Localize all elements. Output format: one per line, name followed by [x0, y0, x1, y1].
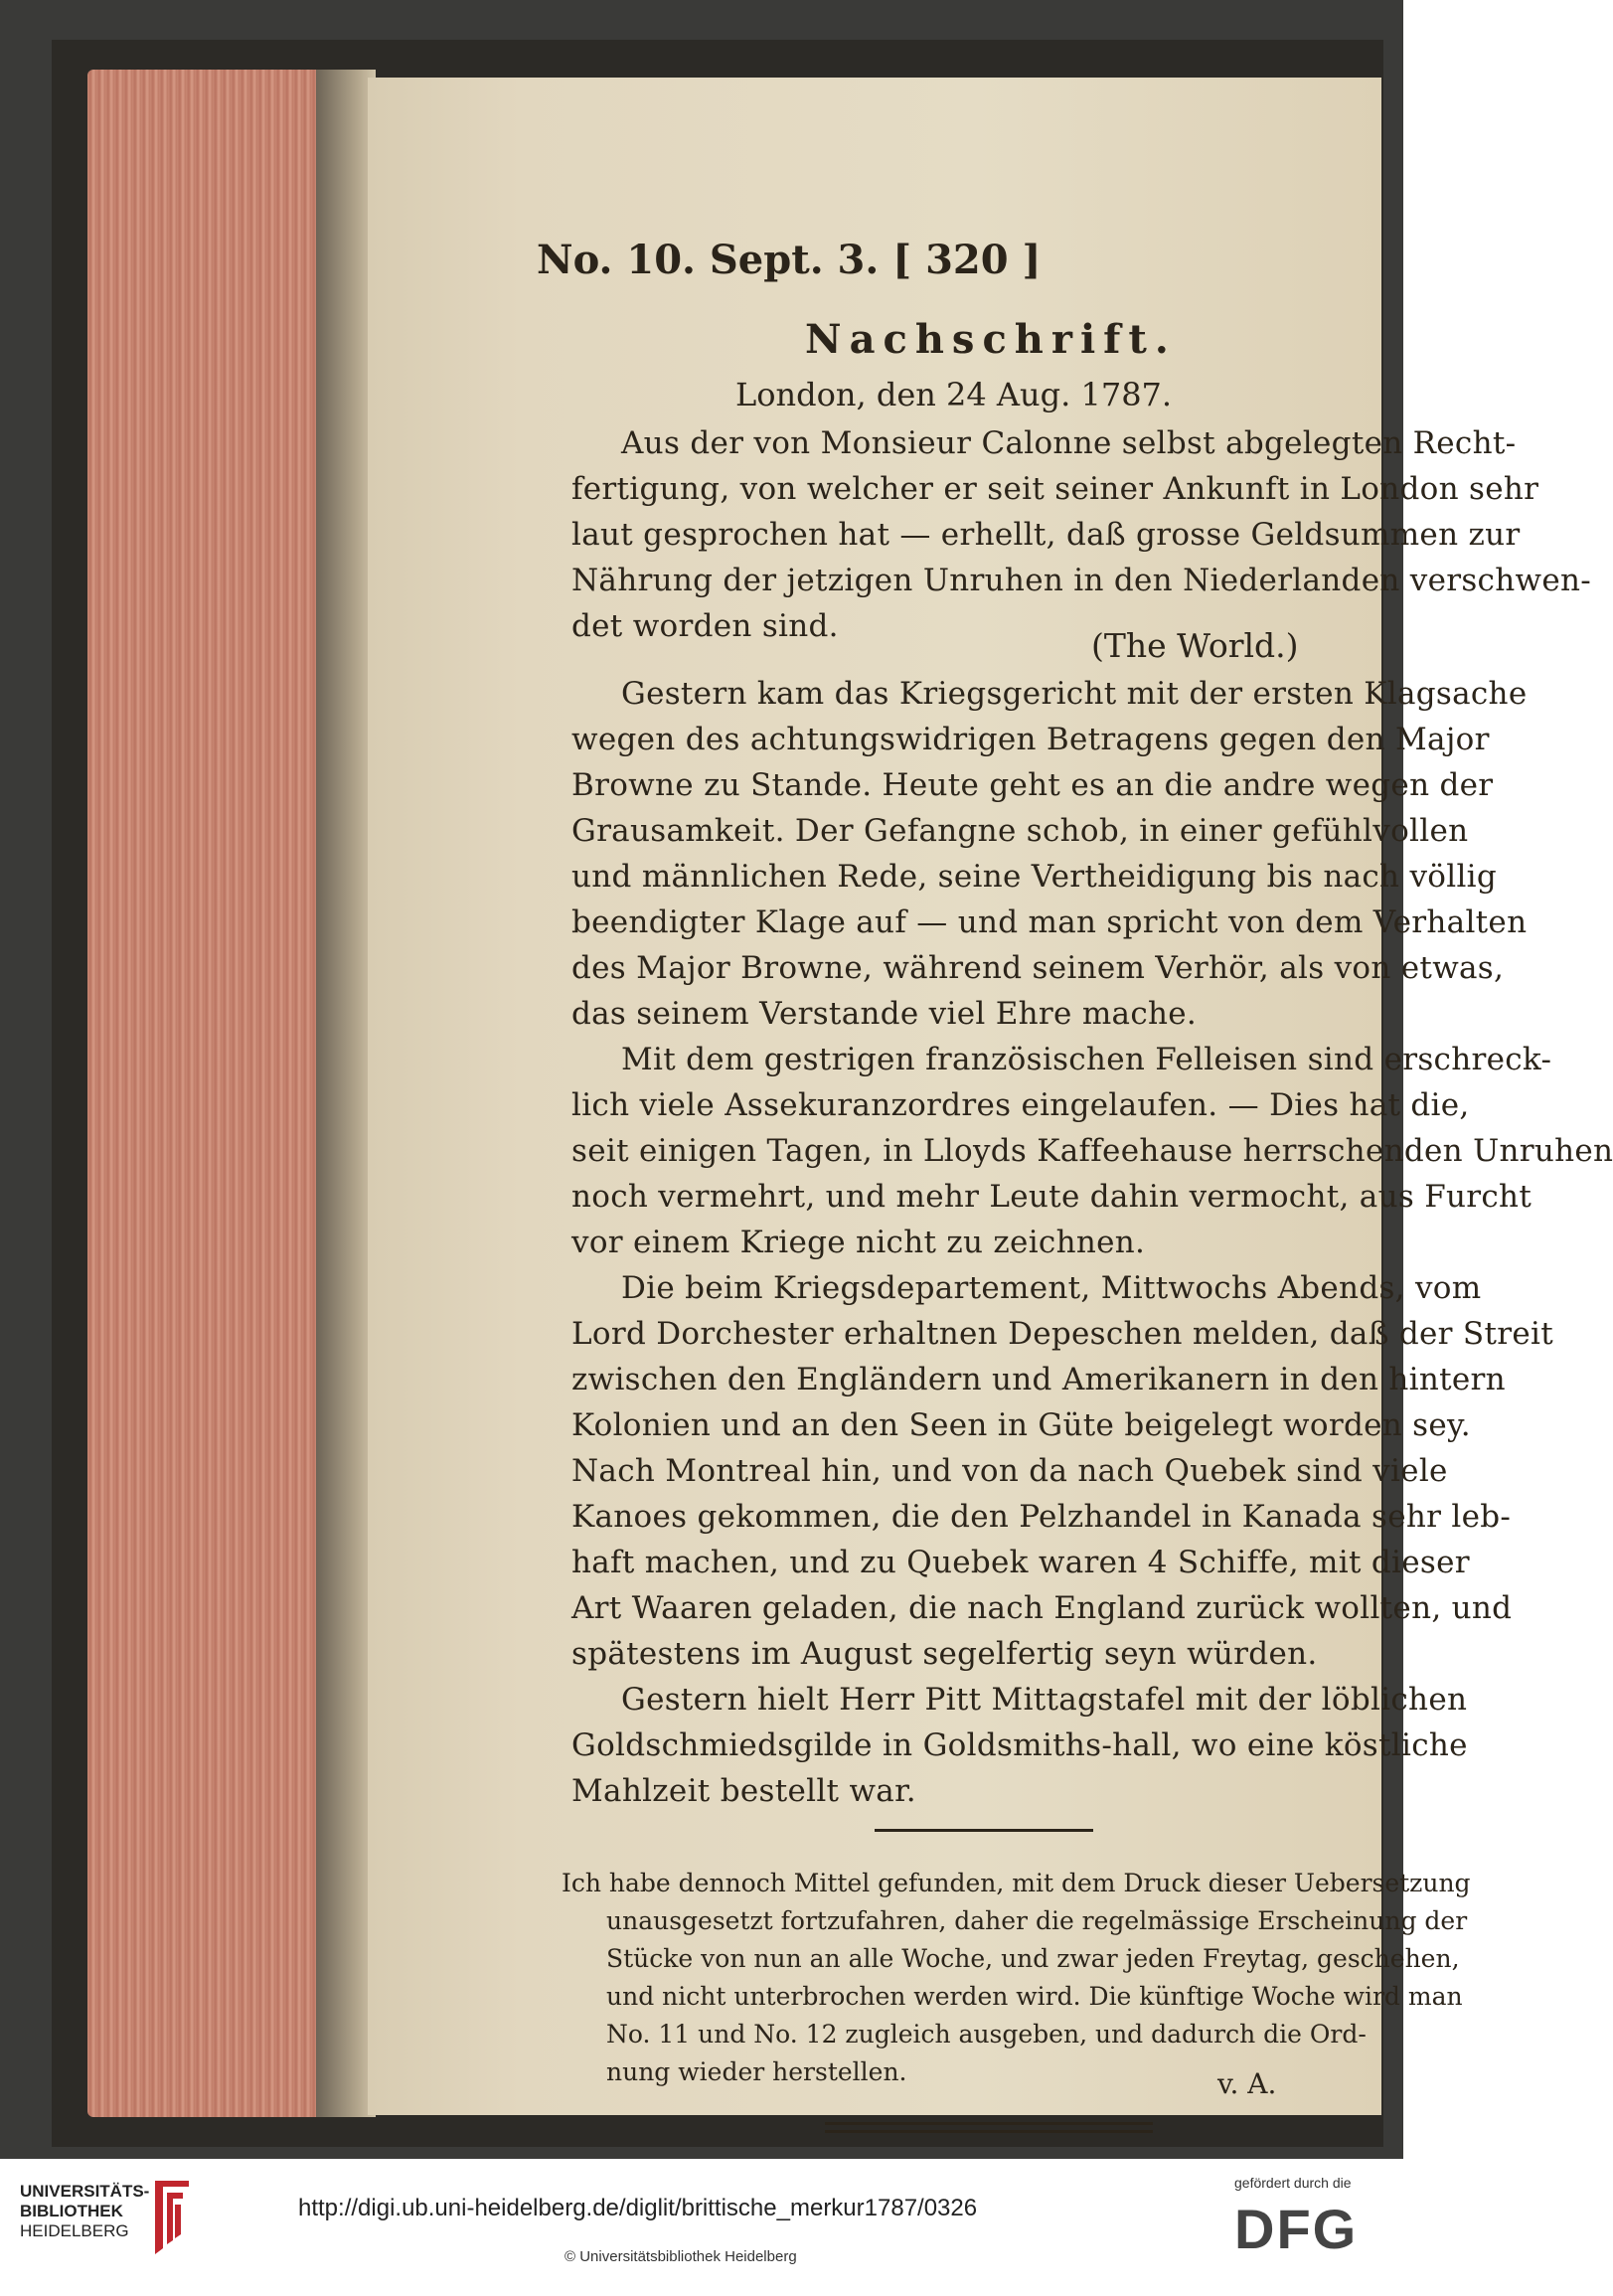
viewer-footer [0, 2159, 1403, 2296]
library-name-line1: UNIVERSITÄTS- [20, 2182, 150, 2201]
section-divider [875, 1829, 1093, 1832]
text-line: Lord Dorchester erhaltnen Depeschen melden, daß der Streit [571, 1316, 1553, 1352]
text-line: Mahlzeit bestellt war. [571, 1773, 916, 1809]
text-line: Aus der von Monsieur Calonne selbst abgelegten Recht- [621, 425, 1517, 461]
end-rule-lower [825, 2130, 1153, 2133]
note-line: unausgesetzt fortzufahren, daher die regelmässige Erscheinung der [606, 1906, 1468, 1935]
text-line: Grausamkeit. Der Gefangne schob, in einer gefühlvollen [571, 813, 1469, 849]
text-line: laut gesprochen hat — erhellt, daß grosse Geldsummen zur [571, 517, 1521, 553]
permalink-url[interactable]: http://digi.ub.uni-heidelberg.de/diglit/brittische_merkur1787/0326 [298, 2195, 978, 2221]
library-logo-icon [149, 2177, 197, 2258]
text-line: Browne zu Stande. Heute geht es an die andre wegen der [571, 767, 1494, 803]
running-head: No. 10. Sept. 3. [ 320 ] [537, 237, 1042, 283]
text-line: fertigung, von welcher er seit seiner Ankunft in London sehr [571, 471, 1539, 507]
note-line: Ich habe dennoch Mittel gefunden, mit dem Druck dieser Uebersetzung [562, 1869, 1471, 1897]
text-line: wegen des achtungswidrigen Betragens gegen den Major [571, 722, 1490, 757]
text-line: seit einigen Tagen, in Lloyds Kaffeehause herrschenden Unruhen [571, 1133, 1613, 1169]
note-line: nung wieder herstellen. [606, 2057, 907, 2086]
page-edge [87, 70, 336, 2117]
library-name-line3: HEIDELBERG [20, 2221, 129, 2240]
text-line: Mit dem gestrigen französischen Felleisen sind erschreck- [621, 1042, 1552, 1077]
text-line: des Major Browne, während seinem Verhör, als von etwas, [571, 950, 1505, 986]
text-line: Kolonien und an den Seen in Güte beigelegt worden sey. [571, 1407, 1471, 1443]
dateline: London, den 24 Aug. 1787. [735, 376, 1173, 413]
text-line: Gestern hielt Herr Pitt Mittagstafel mit der löblichen [621, 1682, 1468, 1718]
note-line: No. 11 und No. 12 zugleich ausgeben, und dadurch die Ord- [606, 2020, 1367, 2049]
source-attribution: (The World.) [1091, 626, 1299, 665]
text-line: und männlichen Rede, seine Vertheidigung bis nach völlig [571, 859, 1498, 895]
note-line: und nicht unterbrochen werden wird. Die künftige Woche wird man [606, 1982, 1463, 2011]
note-line: Stücke von nun an alle Woche, und zwar jeden Freytag, geschehen, [606, 1944, 1460, 1973]
text-line: Gestern kam das Kriegsgericht mit der ersten Klagsache [621, 676, 1528, 712]
text-line: Kanoes gekommen, die den Pelzhandel in Kanada sehr leb- [571, 1499, 1512, 1535]
text-line: beendigter Klage auf — und man spricht von dem Verhalten [571, 904, 1528, 940]
dfg-logo: DFG [1234, 2198, 1359, 2260]
text-line: noch vermehrt, und mehr Leute dahin vermocht, aus Furcht [571, 1179, 1532, 1215]
end-rule-upper [825, 2122, 1153, 2125]
text-line: det worden sind. [571, 608, 839, 644]
text-line: lich viele Assekuranzordres eingelaufen. — Dies hat die, [571, 1087, 1470, 1123]
text-line: Nach Montreal hin, und von da nach Quebek sind viele [571, 1453, 1448, 1489]
funding-label: gefördert durch die [1234, 2175, 1352, 2191]
page-gutter [316, 70, 376, 2117]
text-line: das seinem Verstande viel Ehre mache. [571, 996, 1198, 1032]
text-line: Goldschmiedsgilde in Goldsmiths-hall, wo eine köstliche [571, 1727, 1468, 1763]
text-line: Art Waaren geladen, die nach England zurück wollten, und [571, 1590, 1513, 1626]
section-title: Nachschrift. [805, 316, 1177, 363]
copyright-notice: © Universitätsbibliothek Heidelberg [565, 2248, 797, 2265]
library-logo-text [20, 2182, 149, 2241]
text-line: vor einem Kriege nicht zu zeichnen. [571, 1225, 1146, 1260]
note-signature: v. A. [1217, 2067, 1277, 2100]
text-line: haft machen, und zu Quebek waren 4 Schiffe, mit dieser [571, 1545, 1470, 1580]
text-line: zwischen den Engländern und Amerikanern in den hintern [571, 1362, 1506, 1397]
text-line: Nährung der jetzigen Unruhen in den Niederlanden verschwen- [571, 563, 1592, 598]
text-line: spätestens im August segelfertig seyn würden. [571, 1636, 1318, 1672]
text-line: Die beim Kriegsdepartement, Mittwochs Abends, vom [621, 1270, 1482, 1306]
library-name-line2: BIBLIOTHEK [20, 2202, 123, 2220]
